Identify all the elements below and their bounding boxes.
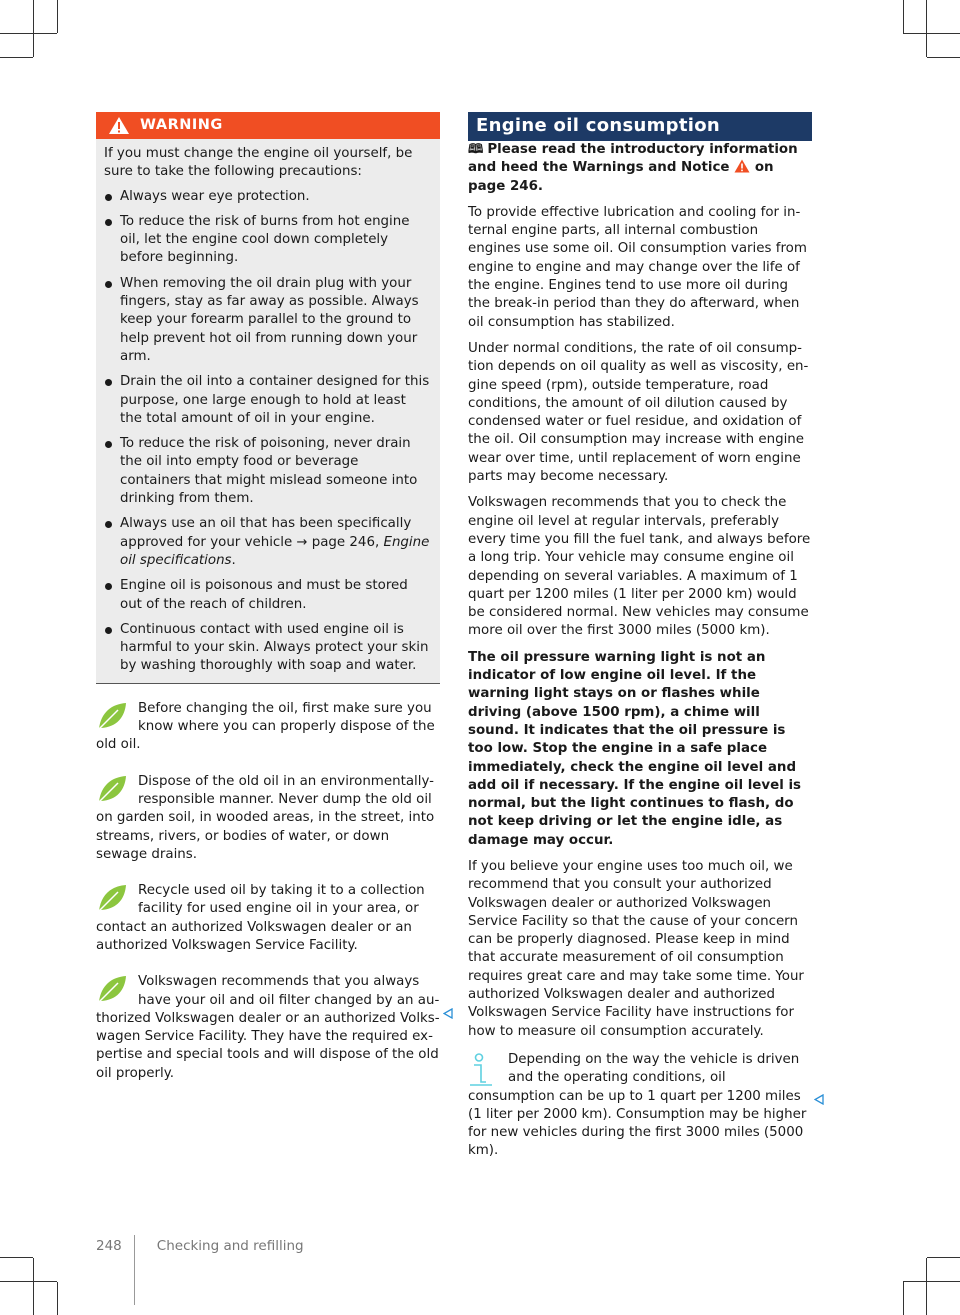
environment-note-text: Volkswagen recommends that you always have your oil and oil filter changed by an authorized Volkswagen dealer or an authorized Volkswagen Service Facility. They have the required expertise and special tools and will dispose of the old oil properly. (96, 974, 440, 1081)
crop-mark (903, 33, 960, 34)
list-item: To reduce the risk of poisoning, never drain the oil into empty food or beverage containers that might mislead someone into drinking from them. (104, 435, 432, 508)
warning-box (96, 112, 440, 684)
warning-intro: If you must change the engine oil yourself, be sure to take the following precautions: (104, 146, 413, 180)
end-of-section-icon (814, 1094, 824, 1105)
warning-header (96, 112, 440, 139)
page-number: 248 (96, 1238, 122, 1254)
right-column (468, 112, 812, 1169)
page-reference-title: Engine oil specifications (120, 534, 430, 568)
paragraph: Under normal conditions, the rate of oil consumption depends on oil quality as well as viscosity, engine speed (rpm), outside temperature, road conditions, the amount of oil dilution caused by condensed water or fuel residue, and oxidation of the oil. Oil consumption may increase with engine wear over time, until replacement of worn engine parts may become necessary. (468, 340, 809, 485)
info-note (468, 1051, 812, 1161)
environment-note (96, 700, 440, 755)
book-icon: 🕮 (468, 142, 484, 157)
environment-note (96, 773, 440, 864)
environment-note-text: Before changing the oil, first make sure you know where you can properly dispose of the old oil. (96, 700, 435, 753)
end-of-section-icon (443, 1008, 453, 1019)
warning-triangle-icon (734, 159, 750, 173)
list-item: Always wear eye protection. (104, 188, 432, 206)
crop-mark (926, 0, 927, 57)
info-note-text: Depending on the way the vehicle is driven and the operating conditions, oil consumption can be up to 1 quart per 1200 miles (1 liter per 2000 km). Consumption may be higher for new vehicles during the first 3000 miles (5000 km). (468, 1051, 807, 1159)
page-footer (96, 1211, 304, 1281)
environment-note-text: Recycle used oil by taking it to a collection facility for used engine oil in your area, or contact an authorized Volkswagen dealer or an authorized Volkswagen Service Facility. (96, 883, 425, 953)
paragraph: To provide effective lubrication and cooling for internal engine parts, all internal combustion engines use some oil. Oil consumption varies from engine to engine and may change over the life of the engine. Engines tend to use more oil during the break-in period than they do afterward, when oil consumption has stabilized. (468, 204, 807, 330)
section-header (468, 112, 812, 141)
list-item: Continuous contact with used engine oil is harmful to your skin. Always protect your skin by washing thoroughly with soap and water. (104, 621, 432, 676)
environment-note (96, 973, 440, 1083)
crop-mark (927, 1257, 960, 1258)
warning-list (104, 188, 432, 676)
arrow-right-icon: → (296, 534, 308, 550)
period: . (231, 552, 236, 568)
list-item: Drain the oil into a container designed for this purpose, one large enough to hold at least the total amount of oil in your engine. (104, 373, 432, 428)
crop-mark (0, 57, 33, 58)
warning-title: WARNING (140, 117, 223, 134)
list-item: Engine oil is poisonous and must be stored out of the reach of children. (104, 577, 432, 614)
chapter-title: Checking and refilling (156, 1238, 304, 1254)
section-intro (468, 141, 812, 196)
leaf-icon (96, 882, 128, 914)
paragraph: If you believe your engine uses too much oil, we recommend that you consult your authorized Volkswagen dealer or authorized Volkswagen Service Facility so that the cause of your concern can be properly diagnosed. Please keep in mind that accurate measurement of oil consumption requires great care and may take some time. Your authorized Volkswagen dealer and authorized Volkswagen Service Facility have instructions for how to measure oil consumption accurately. (468, 858, 804, 1039)
list-item: When removing the oil drain plug with your fingers, stay as far away as possible. Always keep your forearm parallel to the ground to help prevent hot oil from running down your arm. (104, 275, 432, 366)
crop-mark (926, 1258, 927, 1315)
crop-mark (57, 1282, 58, 1315)
crop-mark (0, 33, 57, 34)
crop-mark (33, 0, 34, 57)
warning-body (96, 139, 440, 683)
environment-note-text: Dispose of the old oil in an environmentally-responsible manner. Never dump the old oil on garden soil, in wooded areas, in the street, into streams, rivers, or bodies of water, or down sewage drains. (96, 773, 435, 862)
crop-mark (903, 1281, 960, 1282)
environment-note (96, 882, 440, 955)
leaf-icon (96, 700, 128, 732)
crop-mark (927, 57, 960, 58)
paragraph: Volkswagen recommends that you to check the engine oil level at regular intervals, preferably every time you fill the fuel tank, and always before a long trip. Your vehicle may consume engine oil depending on several variables. A maximum of 1 quart per 1200 miles (1 liter per 2000 km) would be considered normal. New vehicles may consume more oil over the first 3000 miles (5000 km). (468, 495, 811, 639)
intro-text: Please read the introductory information and heed the Warnings and Notice (468, 142, 798, 176)
list-item (104, 515, 432, 570)
leaf-icon (96, 773, 128, 805)
footer-divider (134, 1235, 135, 1305)
page-reference-link[interactable]: page 246, (311, 534, 380, 550)
list-item: To reduce the risk of burns from hot engine oil, let the engine cool down completely before beginning. (104, 213, 432, 268)
section-title: Engine oil consumption (476, 115, 721, 137)
info-icon (468, 1053, 494, 1087)
list-item-text: Always use an oil that has been specifically approved for your vehicle (120, 516, 412, 550)
bold-paragraph: The oil pressure warning light is not an indicator of low engine oil level. If the warning light stays on or flashes while driving (above 1500 rpm), a chime will sound. It indicates that the oil pressure is too low. Stop the engine in a safe place immediately, check the engine oil level and add oil if necessary. If the engine oil level is normal, but the light continues to flash, do not keep driving or let the engine idle, as damage may occur. (468, 649, 801, 848)
crop-mark (57, 0, 58, 33)
page-reference-link[interactable]: on page 246. (468, 160, 774, 194)
crop-mark (33, 1258, 34, 1315)
crop-mark (903, 0, 904, 33)
leaf-icon (96, 973, 128, 1005)
crop-mark (0, 1257, 33, 1258)
left-column (96, 112, 440, 1083)
crop-mark (0, 1281, 57, 1282)
warning-triangle-icon (108, 116, 130, 135)
crop-mark (903, 1282, 904, 1315)
